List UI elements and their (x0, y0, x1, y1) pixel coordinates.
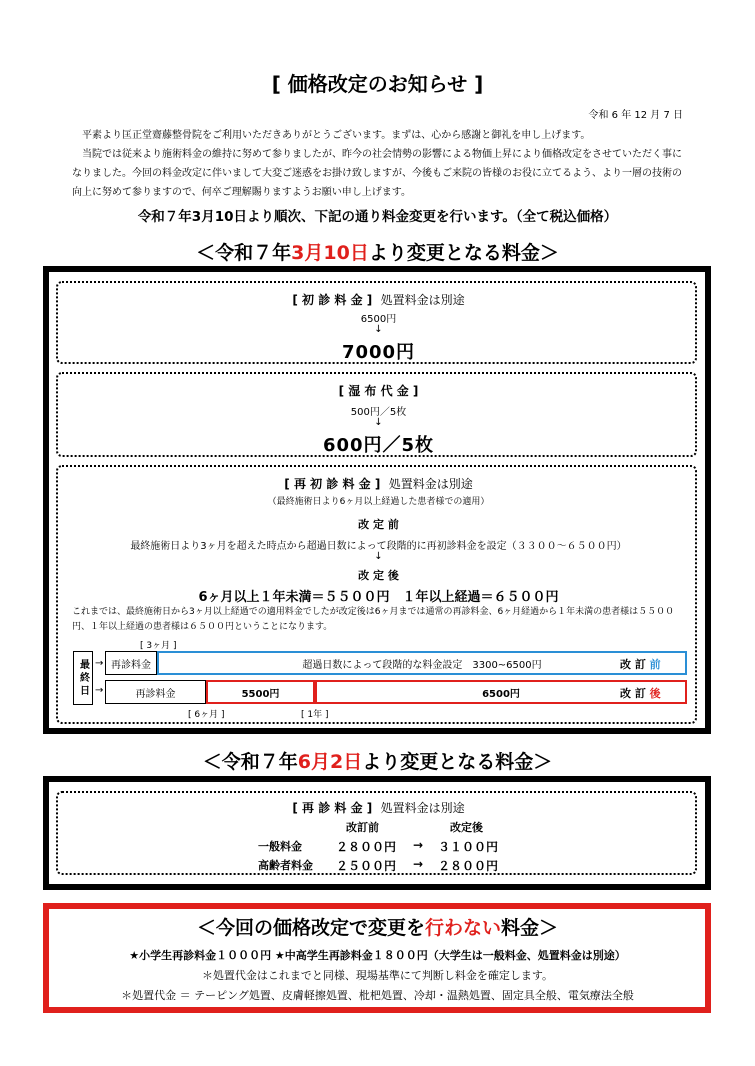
row-senior-name: 高齢者料金 (258, 859, 313, 872)
mark-6-months: [ 6ヶ月 ] (188, 710, 225, 720)
down-arrow-icon: ↓ (374, 417, 383, 428)
saishoshin-label-row (58, 475, 699, 492)
mark-3-months: [ 3ヶ月 ] (140, 641, 177, 651)
down-arrow-icon: ↓ (374, 324, 383, 335)
arrow-right-icon: → (413, 838, 424, 852)
saishin-label-row (58, 799, 699, 816)
col-before: 改訂前 (346, 821, 379, 834)
notice-line: 令和７年3月10日より順次、下記の通り料金変更を行います。（全て税込価格） (137, 209, 618, 225)
section3-heading (0, 913, 755, 940)
col-after: 改定後 (450, 821, 483, 834)
shoshin-panel (56, 281, 697, 364)
before-text: 最終施術日より3ヶ月を超えた時点から超過日数によって段階的に再初診料金を設定（３３００～６５００円） (130, 541, 627, 552)
unchanged-line-2: ＊処置代金はこれまでと同様、現場基準にて判断し料金を確定します。 (201, 969, 554, 982)
saishin-note: 処置料金は別途 (380, 801, 465, 815)
intro-paragraph-2: 当院では従来より施術料金の維持に努めて参りましたが、昨今の社会情勢の影響による物価上昇により価格改定をさせていただく事になりました。今回の料金改定に伴いまして大変ご迷惑をお掛け致しますが、今後もご来院の皆様のお役に立てるよう、より一層の技術の向上に努めて参りますので、何卒ご理解賜りますようお願い申し上げます。 (72, 149, 682, 198)
arrow-right-icon: → (413, 857, 424, 871)
explanation-text: これまでは、最終施術日から3ヶ月以上経過での適用料金でしたが改定後は6ヶ月までは通常の再診料金、6ヶ月経過から１年未満の患者様は５５００円、１年以上経過の患者様は６５００円ということになります。 (72, 607, 675, 632)
saishoshin-panel (56, 465, 697, 724)
mark-1-year: [ 1年 ] (301, 710, 329, 720)
page-title: [ 価格改定のお知らせ ] (271, 72, 484, 96)
after-text: 6ヶ月以上１年未満＝５５００円 １年以上経過＝６５００円 (198, 590, 559, 605)
section1-heading (0, 238, 755, 265)
shippu-new: 600円／5枚 (322, 435, 435, 456)
shoshin-label-row (58, 291, 699, 308)
before-label: 改 定 前 (358, 518, 399, 531)
row2-saishin-box: 再診料金 (105, 680, 206, 704)
shippu-old: 500円／5枚 (350, 407, 407, 418)
issue-date: 令和 6 年 12 月 7 日 (588, 110, 683, 121)
section2-heading-post: より変更となる料金＞ (362, 751, 553, 773)
shoshin-note: 処置料金は別途 (380, 293, 465, 307)
shippu-panel (56, 372, 697, 457)
section3-heading-red: 行わない (424, 917, 501, 939)
saishin-panel (56, 791, 697, 875)
shippu-label: [ 湿 布 代 金 ] (338, 384, 419, 398)
down-arrow-icon: ↓ (374, 551, 383, 562)
section3-heading-pre: ＜今回の価格改定で変更を (196, 917, 425, 939)
row-general-name: 一般料金 (258, 840, 302, 853)
row2-6500-box: 6500円 (315, 680, 687, 704)
row-senior-before: ２５００円 (336, 859, 397, 873)
row-senior-after: ２８００円 (438, 859, 499, 873)
row-general-after: ３１００円 (438, 840, 499, 854)
row2-tag (620, 685, 661, 701)
row1-tag (620, 656, 661, 672)
intro-paragraph-1: 平素より匡正堂齋藤整骨院をご利用いただきありがとうございます。まずは、心から感謝と御礼を申し上げます。 (82, 130, 591, 141)
section1-heading-post: より変更となる料金＞ (368, 242, 559, 264)
saishoshin-label: [ 再 初 診 料 金 ] (284, 477, 381, 491)
row2-5500-box: 5500円 (206, 680, 315, 704)
shoshin-label: [ 初 診 料 金 ] (292, 293, 373, 307)
section2-heading-date: 6月2日 (297, 751, 363, 773)
shoshin-new: 7000円 (341, 342, 416, 363)
row1-graduated-box (157, 651, 687, 675)
saishin-label: [ 再 診 料 金 ] (292, 801, 373, 815)
row2-tag-pre: 改 訂 (620, 687, 650, 700)
saishoshin-note: 処置料金は別途 (388, 477, 473, 491)
unchanged-line-3: ＊処置代金 ＝ テーピング処置、皮膚軽擦処置、枇杷処置、冷却・温熱処置、固定具全般、電気療法全般 (121, 989, 634, 1002)
saishoshin-condition: （最終施術日より6ヶ月以上経過した患者様での適用） (267, 497, 490, 507)
row1-tag-before: 前 (649, 658, 661, 671)
section1-heading-date: 3月10日 (291, 242, 369, 264)
row1-tag-pre: 改 訂 (620, 658, 650, 671)
section3-heading-post: 料金＞ (501, 917, 559, 939)
last-visit-marker: 最終日 (73, 651, 93, 705)
arrow-right-icon: → (95, 658, 104, 669)
section1-heading-pre: ＜令和７年 (196, 242, 292, 264)
section2-heading-pre: ＜令和７年 (202, 751, 298, 773)
shoshin-old: 6500円 (360, 314, 397, 325)
intro-text (72, 126, 684, 202)
row-general-before: ２８００円 (336, 840, 397, 854)
row2-tag-after: 後 (649, 687, 661, 700)
arrow-right-icon: → (95, 685, 104, 696)
after-label: 改 定 後 (358, 569, 399, 582)
unchanged-line-1: ★小学生再診料金１０００円 ★中高学生再診料金１８００円（大学生は一般料金、処置料金は別途） (129, 949, 626, 962)
row1-saishin-box: 再診料金 (105, 651, 157, 675)
row1-text: 超過日数によって段階的な料金設定 3300~6500円 (302, 659, 542, 671)
section2-heading (0, 747, 755, 774)
